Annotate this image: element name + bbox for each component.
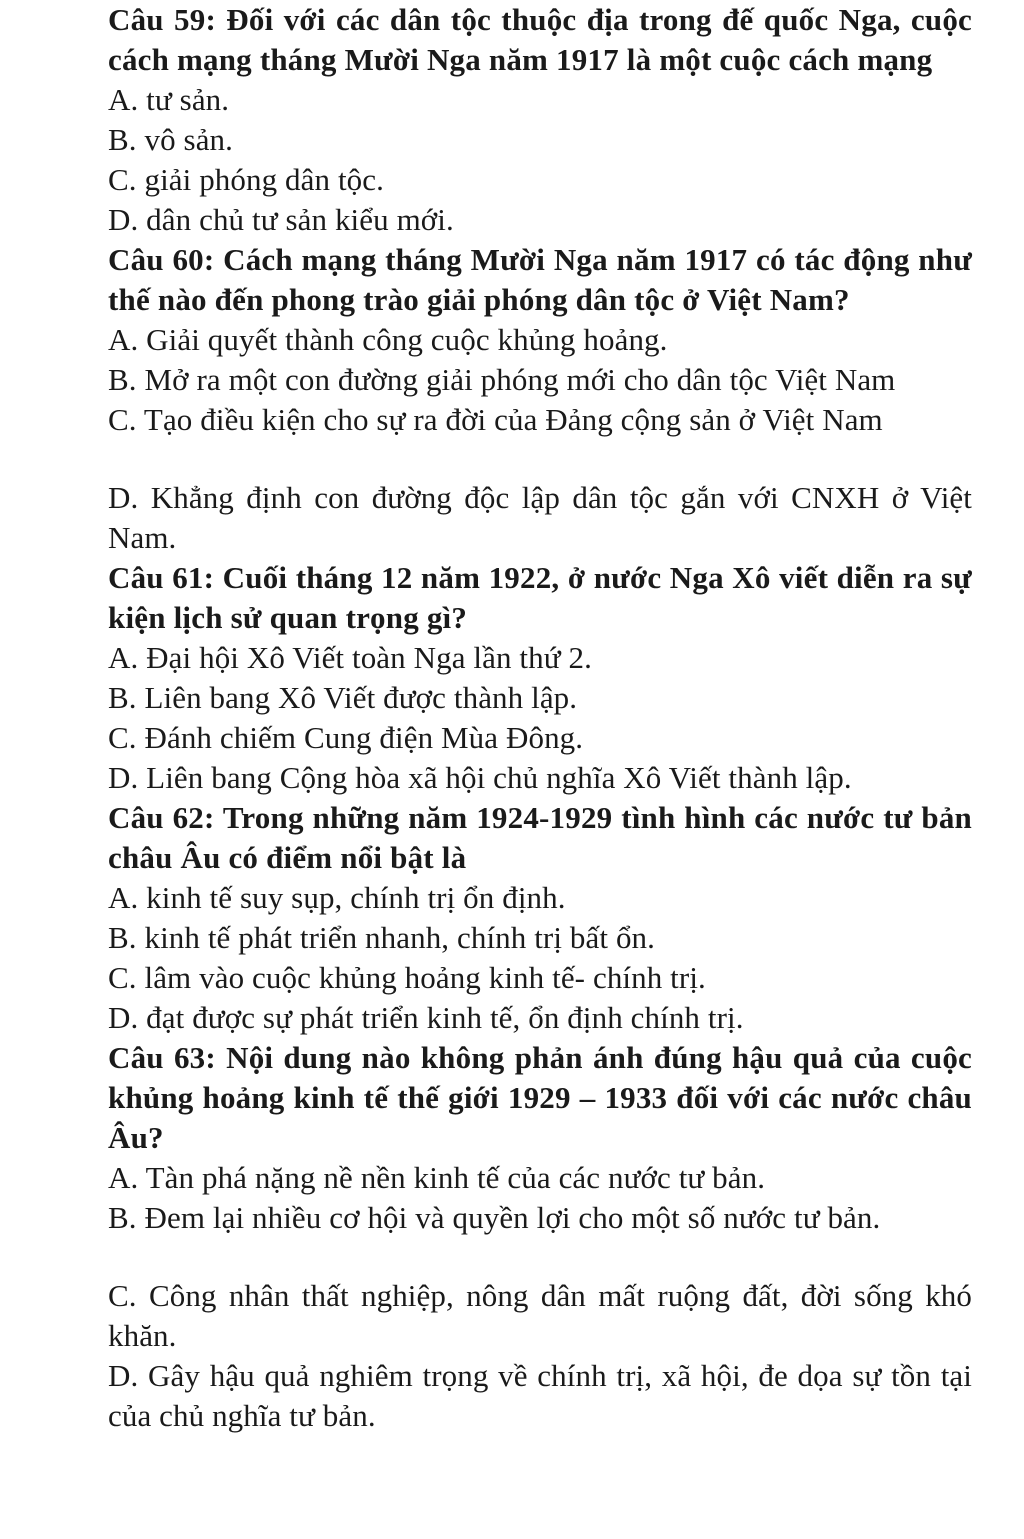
question-stem: Câu 59: Đối với các dân tộc thuộc địa trong đế quốc Nga, cuộc cách mạng tháng Mười Nga năm 1917 là một cuộc cách mạng: [108, 2, 972, 77]
question-62: [108, 798, 972, 1038]
question-stem: Câu 62: Trong những năm 1924-1929 tình hình các nước tư bản châu Âu có điểm nổi bật là: [108, 800, 972, 875]
question-61: [108, 558, 972, 798]
blank-line: [108, 1238, 972, 1276]
option-d: D. đạt được sự phát triển kinh tế, ổn định chính trị.: [108, 1000, 744, 1035]
option-c: C. Tạo điều kiện cho sự ra đời của Đảng cộng sản ở Việt Nam: [108, 402, 883, 437]
question-stem: Câu 63: Nội dung nào không phản ánh đúng hậu quả của cuộc khủng hoảng kinh tế thế giới 1929 – 1933 đối với các nước châu Âu?: [108, 1040, 972, 1155]
option-c: C. Công nhân thất nghiệp, nông dân mất ruộng đất, đời sống khó khăn.: [108, 1278, 972, 1353]
option-b: B. Đem lại nhiều cơ hội và quyền lợi cho một số nước tư bản.: [108, 1200, 881, 1235]
question-63: [108, 1038, 972, 1436]
question-60: [108, 240, 972, 558]
option-a: A. Đại hội Xô Viết toàn Nga lần thứ 2.: [108, 640, 592, 675]
option-a: A. tư sản.: [108, 82, 230, 117]
option-c: C. giải phóng dân tộc.: [108, 162, 384, 197]
option-c: C. Đánh chiếm Cung điện Mùa Đông.: [108, 720, 584, 755]
question-stem: Câu 60: Cách mạng tháng Mười Nga năm 1917 có tác động như thế nào đến phong trào giải phóng dân tộc ở Việt Nam?: [108, 242, 972, 317]
document-page: [108, 0, 972, 1436]
blank-line: [108, 440, 972, 478]
option-d: D. Liên bang Cộng hòa xã hội chủ nghĩa Xô Viết thành lập.: [108, 760, 852, 795]
option-a: A. kinh tế suy sụp, chính trị ổn định.: [108, 880, 566, 915]
option-a: A. Tàn phá nặng nề nền kinh tế của các nước tư bản.: [108, 1160, 766, 1195]
option-b: B. kinh tế phát triển nhanh, chính trị bất ổn.: [108, 920, 655, 955]
option-b: B. Mở ra một con đường giải phóng mới cho dân tộc Việt Nam: [108, 362, 896, 397]
option-d: D. Khẳng định con đường độc lập dân tộc gắn với CNXH ở Việt Nam.: [108, 480, 972, 555]
option-c: C. lâm vào cuộc khủng hoảng kinh tế- chính trị.: [108, 960, 706, 995]
option-a: A. Giải quyết thành công cuộc khủng hoảng.: [108, 322, 668, 357]
option-d: D. Gây hậu quả nghiêm trọng về chính trị, xã hội, đe dọa sự tồn tại của chủ nghĩa tư bản.: [108, 1358, 972, 1433]
question-59: [108, 0, 972, 240]
question-stem: Câu 61: Cuối tháng 12 năm 1922, ở nước Nga Xô viết diễn ra sự kiện lịch sử quan trọng gì?: [108, 560, 972, 635]
option-d: D. dân chủ tư sản kiểu mới.: [108, 202, 454, 237]
option-b: B. Liên bang Xô Viết được thành lập.: [108, 680, 578, 715]
option-b: B. vô sản.: [108, 122, 233, 157]
